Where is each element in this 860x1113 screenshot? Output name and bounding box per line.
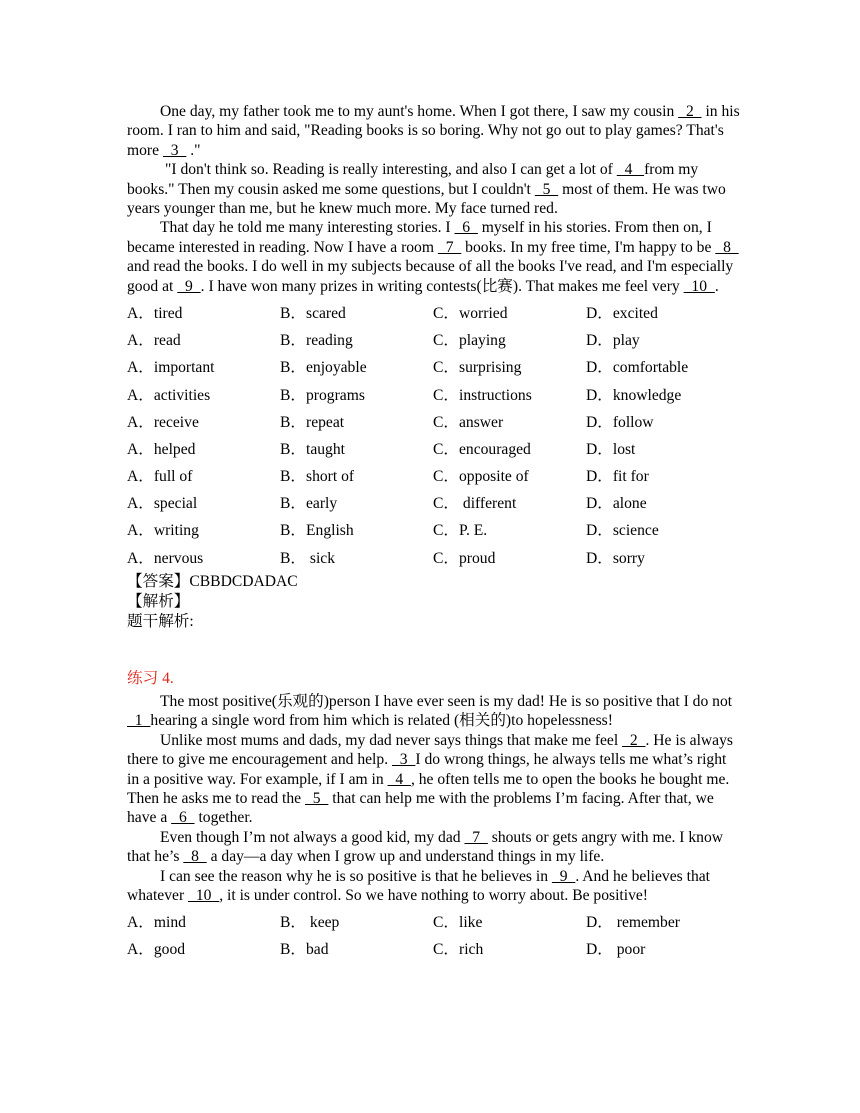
option-d: D．knowledge: [586, 386, 682, 404]
text-run: "I don't think so. Reading is really interesting, and also I can get a lot of: [165, 161, 617, 179]
stem-analysis-label: 题干解析:: [127, 612, 194, 630]
option-row: [127, 545, 741, 572]
option-b: B．short of: [280, 468, 355, 486]
option-row: [127, 463, 741, 490]
text-run: from my books." Then my cousin asked me some questions, but I couldn't: [127, 161, 699, 198]
option-row: [127, 909, 741, 936]
answer-blank: 6: [171, 809, 195, 827]
text-run: myself in his stories. From then on, I became interested in reading. Now I have a room: [127, 219, 712, 256]
option-c: C．encouraged: [433, 440, 531, 458]
text-run: That day he told me many interesting stories. I: [160, 219, 455, 237]
text-run: books. In my free time, I'm happy to be: [461, 238, 716, 256]
option-row: [127, 490, 741, 517]
option-b: B．bad: [280, 941, 329, 959]
option-d: D．comfortable: [586, 359, 689, 377]
option-b: B．programs: [280, 386, 365, 404]
option-row: [127, 518, 741, 545]
options-table: [127, 300, 741, 572]
text-run: hearing a single word from him which is related (相关的)to hopelessness!: [150, 712, 613, 730]
option-row: [127, 409, 741, 436]
paragraph: [127, 692, 741, 731]
answer-blank: 9: [551, 867, 576, 885]
option-d: D．sorry: [586, 549, 645, 567]
text-run: shouts or gets angry with me. I know that he’s: [127, 828, 724, 866]
option-c: C．opposite of: [433, 468, 529, 486]
answer-blank: 9: [177, 277, 201, 295]
answer-blank: 7: [437, 238, 462, 256]
text-run: I can see the reason why he is so positive is that he believes in: [160, 867, 552, 885]
option-b: B．taught: [280, 440, 345, 458]
exercise-title: 练习 4.: [127, 669, 174, 687]
option-c: C．worried: [433, 304, 508, 322]
text-run: Even though I’m not always a good kid, my dad: [160, 828, 465, 846]
option-b: B．repeat: [280, 413, 345, 431]
answer-blank: 6: [454, 219, 478, 237]
option-c: C．playing: [433, 332, 506, 350]
option-d: D． poor: [586, 941, 646, 959]
option-row: [127, 382, 741, 409]
option-a: A．nervous: [127, 549, 204, 567]
text-run: together.: [194, 809, 253, 827]
analysis-label: 【解析】: [127, 592, 190, 610]
text-run: that can help me with the problems I’m facing. After that, we have a: [127, 789, 714, 827]
option-row: [127, 436, 741, 463]
option-a: A．activities: [127, 386, 211, 404]
option-d: D． remember: [586, 914, 680, 932]
text-run: The most positive(乐观的)person I have ever seen is my dad! He is so positive that I do not: [160, 692, 733, 710]
option-a: A．good: [127, 941, 186, 959]
paragraph: [127, 218, 741, 296]
option-a: A．important: [127, 359, 215, 377]
paragraph: [127, 867, 741, 906]
option-d: D．lost: [586, 440, 636, 458]
option-row: [127, 354, 741, 381]
option-d: D．alone: [586, 495, 647, 513]
answer-blank: 8: [183, 848, 207, 866]
option-d: D．play: [586, 332, 640, 350]
option-a: A．special: [127, 495, 198, 513]
option-row: [127, 300, 741, 327]
options-table: [127, 909, 741, 963]
option-b: B． sick: [280, 549, 336, 567]
paragraph: [127, 160, 741, 218]
option-a: A．read: [127, 332, 181, 350]
paragraph: [127, 828, 741, 867]
option-b: B．English: [280, 522, 354, 540]
text-run: . I have won many prizes in writing contests(比赛). That makes me feel very: [200, 277, 684, 295]
option-a: A．full of: [127, 468, 193, 486]
answer-blank: 10: [188, 887, 220, 904]
answer-blank: 2: [678, 103, 702, 120]
paragraph: [127, 731, 741, 828]
option-b: B．early: [280, 495, 338, 513]
answer-blank: 7: [464, 828, 488, 846]
text-run: a day—a day when I grow up and understand things in my life.: [206, 848, 605, 866]
text-run: One day, my father took me to my aunt's home. When I got there, I saw my cousin: [160, 103, 679, 120]
text-run: . He is always there to give me encouragement and help.: [127, 731, 733, 769]
option-c: C．rich: [433, 941, 484, 959]
option-c: C． different: [433, 495, 517, 513]
text-run: . And he believes that whatever: [127, 867, 710, 904]
option-d: D．fit for: [586, 468, 649, 486]
option-b: B．reading: [280, 332, 353, 350]
option-c: C．surprising: [433, 359, 522, 377]
option-c: C．proud: [433, 549, 496, 567]
text-run: .": [186, 141, 201, 159]
passage-3: [127, 102, 741, 296]
option-c: C．answer: [433, 413, 504, 431]
option-a: A．mind: [127, 914, 186, 932]
answer-line: 【答案】CBBDCDADAC: [127, 572, 298, 590]
option-row: [127, 937, 741, 964]
document-page: [127, 102, 741, 964]
option-d: D．excited: [586, 304, 658, 322]
text-run: , he often tells me to open the books he bought me. Then he asks me to read the: [127, 770, 730, 807]
option-c: C．like: [433, 914, 483, 932]
answer-blank: 3: [162, 141, 187, 159]
answer-blank: 4: [616, 161, 645, 179]
answer-blank: 8: [715, 238, 739, 256]
answer-blank: 2: [622, 731, 646, 749]
answer-blank: 5: [534, 180, 559, 198]
option-b: B． keep: [280, 914, 340, 932]
answer-blank: 5: [304, 789, 329, 807]
text-run: Unlike most mums and dads, my dad never says things that make me feel: [160, 731, 623, 749]
answer-blank: 4: [387, 770, 411, 788]
answer-blank: 10: [683, 277, 715, 295]
option-c: C．P. E.: [433, 522, 488, 540]
option-a: A．writing: [127, 522, 199, 540]
answer-blank: 3: [392, 751, 416, 769]
paragraph: [127, 102, 741, 160]
option-a: A．helped: [127, 440, 196, 458]
option-b: B．enjoyable: [280, 359, 367, 377]
option-d: D．science: [586, 522, 659, 540]
text-run: I do wrong things, he always tells me what’s right in a positive way. For example, if I am in: [127, 751, 727, 788]
text-run: and read the books. I do well in my subjects because of all the books I've read, and I'm especially good at: [127, 258, 734, 295]
text-run: .: [714, 277, 719, 295]
passage-4: [127, 692, 741, 905]
text-run: in his room. I ran to him and said, "Reading books is so boring. Why not go out to play games? That's more: [127, 103, 740, 159]
option-row: [127, 327, 741, 354]
text-run: most of them. He was two years younger than me, but he knew much more. My face turned red.: [127, 180, 726, 218]
option-b: B．scared: [280, 304, 346, 322]
answer-blank: 1: [127, 712, 151, 730]
option-a: A．receive: [127, 413, 199, 431]
option-a: A．tired: [127, 304, 183, 322]
text-run: , it is under control. So we have nothing to worry about. Be positive!: [219, 887, 648, 904]
option-d: D．follow: [586, 413, 654, 431]
option-c: C．instructions: [433, 386, 532, 404]
